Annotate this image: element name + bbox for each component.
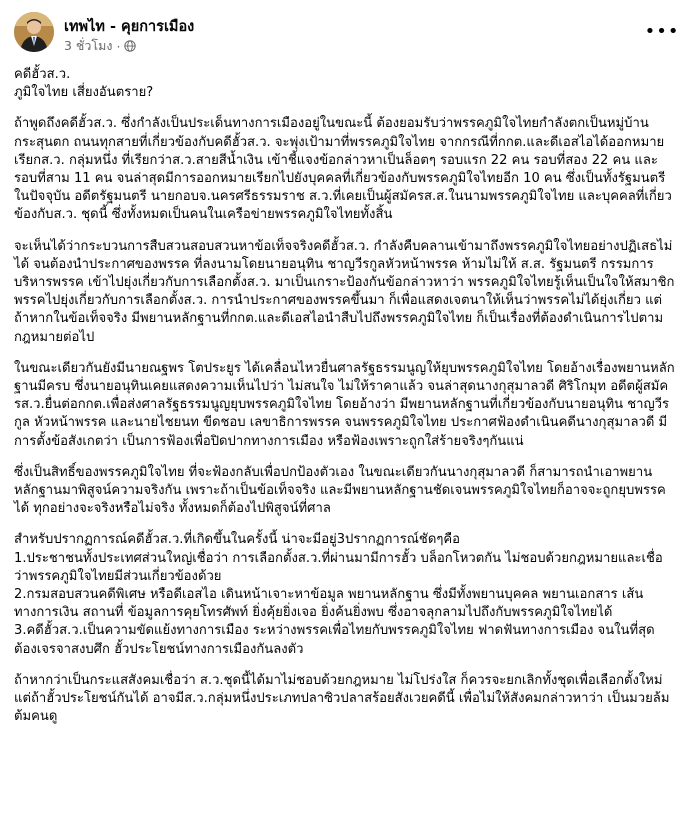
more-options-icon: ••• [644,21,680,42]
post-paragraph: ในขณะเดียวกันยังมีนายณฐพร โตประยูร ได้เคลื่อนไหวยื่นศาลรัฐธรรมนูญให้ยุบพรรคภูมิใจไทย โดยอ้างเรื่องพยานหลักฐานมีครบ ซึ่งนายอนุทินเคยแสดงความเห็นไปว่า ไม่สนใจ ไม่ให้ราคาแล้ว จนล่าสุดนางกุสุมาลวดี ศิริโกมุท อดีตผู้สมัครส.ว.ยื่นต่อกกต.เพื่อส่งศาลรัฐธรรมนูญยุบพรรคภูมิใจไทย โดยอ้างว่า มีพยานหลักฐานที่เกี่ยวข้องกับนายอนุทิน ชาญวีรกูล หัวหน้าพรรค และนายไชยนท ขีดชอบ เลขาธิการพรรค จนพรรคภูมิใจไทย ประกาศฟ้องดำเนินคดีนางกุสุมาลวดี มีการตั้งข้อสังเกตว่า เป็นการฟ้องเพื่อปิดปากทางการเมือง หรือฟ้องเพราะถูกใส่ร้ายจริงๆกันแน่ [14,360,675,449]
post-body [14,66,676,740]
post-paragraph: ถ้าหากว่าเป็นกระแสสังคมเชื่อว่า ส.ว.ชุดนี้ได้มาไม่ชอบด้วยกฎหมาย ไม่โปร่งใส ก็ควรจะยกเลิกทั้งชุดเพื่อเลือกตั้งใหม่ แต่ถ้าฮั้วประโยชน์กันได้ อาจมีส.ว.กลุ่มหนึ่งประเภทปลาซิวปลาสร้อยสังเวยคดีนี้ เพื่อไม่ให้สังคมกล่าวหาว่า เป็นมวยล้มต้มคนดู [14,672,670,725]
author-name[interactable]: เทพไท - คุยการเมือง [64,19,195,35]
post-paragraph: คดีฮั้วส.ว. ภูมิใจไทย เสี่ยงอันตราย? [14,67,154,101]
more-options-button[interactable] [644,21,680,42]
post-meta [64,36,136,56]
author-avatar[interactable] [14,12,54,52]
post-paragraph: ถ้าพูดถึงคดีฮั้วส.ว. ซึ่งกำลังเป็นประเด็นทางการเมืองอยู่ในขณะนี้ ต้องยอมรับว่าพรรคภูมิใจไทยกำลังตกเป็นหมู่บ้านกระสุนตก ถนนทุกสายที่เกี่ยวข้องกับคดีฮั้วส.ว. จะพุ่งเป้ามาที่พรรคภูมิใจไทย จากกรณีที่กกต.และดีเอสไอได้ออกหมายเรียกส.ว. กลุ่มหนึ่ง ที่เรียกว่าส.ว.สายสีน้ำเงิน เข้าชี้แจงข้อกล่าวหาเป็นล็อตๆ รอบแรก 22 คน รอบที่สอง 22 คน และรอบที่สาม 11 คน จนล่าสุดมีการออกหมายเรียกไปยังบุคคลที่เกี่ยวข้องกับพรรคภูมิใจไทยอีก 10 คน ซึ่งเป็นทั้งรัฐมนตรีในปัจจุบัน อดีตรัฐมนตรี นายกอบจ.นครศรีธรรมราช ส.ว.ที่เคยเป็นผู้สมัครส.ส.ในนามพรรคภูมิใจไทย และบุคคลที่เกี่ยวข้องกับส.ว. ชุดนี้ ซึ่งทั้งหมดเป็นคนในเครือข่ายพรรคภูมิใจไทยทั้งสิ้น [14,116,672,223]
post-paragraph: ซึ่งเป็นสิทธิ์ของพรรคภูมิใจไทย ที่จะฟ้องกลับเพื่อปกป้องตัวเอง ในขณะเดียวกันนางกุสุมาลวดี ก็สามารถนำเอาพยานหลักฐานมาพิสูจน์ความจริงกัน เพราะถ้าเป็นข้อเท็จจริง และมีพยานหลักฐานชัดเจนพรรคภูมิใจไทยก็อาจจะถูกยุบพรรคได้ ทุกอย่างจะจริงหรือไม่จริง ทั้งหมดก็ต้องไปพิสูจน์ที่ศาล [14,464,666,517]
meta-separator: · [116,38,121,54]
post-timestamp[interactable]: 3 ชั่วโมง [64,38,113,53]
globe-icon[interactable] [124,40,136,52]
post-paragraph: สำหรับปรากฏการณ์คดีฮั้วส.ว.ที่เกิดขึ้นในครั้งนี้ น่าจะมีอยู่3ปรากฏการณ์ชัดๆคือ 1.ประชาชนทั้งประเทศส่วนใหญ่เชื่อว่า การเลือกตั้งส.ว.ที่ผ่านมามีการฮั้ว บล็อกโหวตกัน ไม่ชอบด้วยกฎหมายและเชื่อว่าพรรคภูมิใจไทยมีส่วนเกี่ยวข้องด้วย 2.กรมสอบสวนคดีพิเศษ หรือดีเอสไอ เดินหน้าเจาะหาข้อมูล พยานหลักฐาน ซึ่งมีทั้งพยานบุคคล พยานเอกสาร เส้นทางการเงิน สถานที่ ข้อมูลการคุยโทรศัพท์ ยิ่งคุ้ยยิ่งเจอ ยิ่งค้นยิ่งพบ ซึ่งอาจลุกลามไปถึงกับพรรคภูมิใจไทยได้ 3.คดีฮั้วส.ว.เป็นความขัดแย้งทางการเมือง ระหว่างพรรคเพื่อไทยกับพรรคภูมิใจไทย ฟาดฟันทางการเมือง จนในที่สุด ต้องเจรจาสงบศึก ฮั้วประโยชน์ทางการเมืองกันลงตัว [14,532,663,657]
avatar-image [14,12,54,52]
post-paragraph: จะเห็นได้ว่ากระบวนการสืบสวนสอบสวนหาข้อเท็จจริงคดีฮั้วส.ว. กำลังคืบคลานเข้ามาถึงพรรคภูมิใจไทยอย่างปฏิเสธไม่ได้ จนต้องนำประกาศของพรรค ที่ลงนามโดยนายอนุทิน ชาญวีรกูลหัวหน้าพรรค ห้ามไม่ให้ ส.ส. รัฐมนตรี กรรมการบริหารพรรค เข้าไปยุ่งเกี่ยวกับการเลือกตั้งส.ว. มาเป็นเกราะป้องกันข้อกล่าวหาว่า พรรคภูมิใจไทยรู้เห็นเป็นใจให้สมาชิกพรรคไปยุ่งเกี่ยวกับการเลือกตั้งส.ว. การนำประกาศของพรรคขึ้นมา ก็เพื่อแสดงเจตนาให้เห็นว่าพรรคไม่ได้ยุ่งเกี่ยว แต่ถ้าหากในข้อเท็จจริง มีพยานหลักฐานที่กกต.และดีเอสไอนำสืบไปถึงพรรคภูมิใจไทย ก็เป็นเรื่องที่ต้องดำเนินการไปตามกฎหมายต่อไป [14,238,675,345]
post-header [14,12,680,56]
